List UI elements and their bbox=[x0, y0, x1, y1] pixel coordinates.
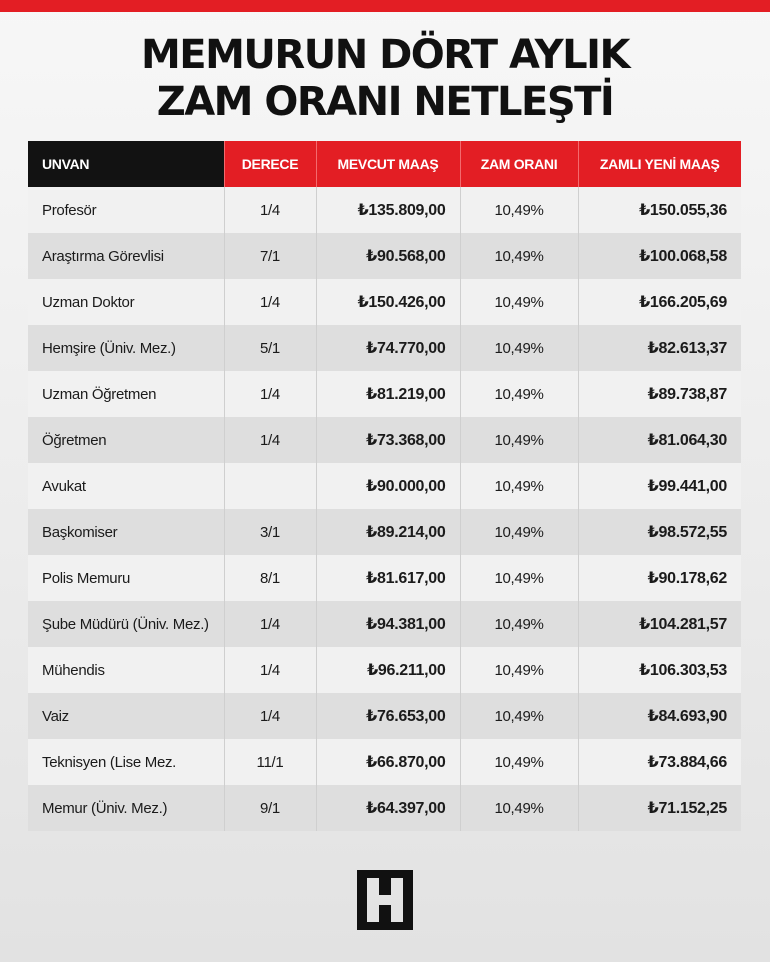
cell-mevcut-maas: ₺64.397,00 bbox=[316, 785, 460, 831]
page-title bbox=[0, 32, 770, 126]
column-header-derece: DERECE bbox=[224, 141, 316, 187]
cell-zamli-yeni-maas: ₺82.613,37 bbox=[578, 325, 741, 371]
cell-zamli-yeni-maas: ₺81.064,30 bbox=[578, 417, 741, 463]
table-row bbox=[28, 233, 741, 279]
table-row bbox=[28, 739, 741, 785]
table-row bbox=[28, 325, 741, 371]
top-accent-bar bbox=[0, 0, 770, 12]
cell-zam-orani: 10,49% bbox=[460, 371, 578, 417]
cell-zamli-yeni-maas: ₺98.572,55 bbox=[578, 509, 741, 555]
table-body bbox=[28, 187, 741, 831]
cell-zam-orani: 10,49% bbox=[460, 187, 578, 233]
column-header-zam-orani: ZAM ORANI bbox=[460, 141, 578, 187]
table-row bbox=[28, 555, 741, 601]
cell-zam-orani: 10,49% bbox=[460, 417, 578, 463]
cell-derece: 1/4 bbox=[224, 279, 316, 325]
cell-mevcut-maas: ₺150.426,00 bbox=[316, 279, 460, 325]
table-row bbox=[28, 601, 741, 647]
cell-zam-orani: 10,49% bbox=[460, 601, 578, 647]
cell-unvan: Polis Memuru bbox=[28, 555, 224, 601]
column-header-zamli-yeni-maas: ZAMLI YENİ MAAŞ bbox=[578, 141, 741, 187]
cell-zam-orani: 10,49% bbox=[460, 279, 578, 325]
cell-unvan: Öğretmen bbox=[28, 417, 224, 463]
table-row bbox=[28, 417, 741, 463]
table-header-row bbox=[28, 141, 741, 187]
cell-unvan: Başkomiser bbox=[28, 509, 224, 555]
cell-zam-orani: 10,49% bbox=[460, 555, 578, 601]
cell-unvan: Vaiz bbox=[28, 693, 224, 739]
cell-zam-orani: 10,49% bbox=[460, 463, 578, 509]
cell-zam-orani: 10,49% bbox=[460, 647, 578, 693]
cell-unvan: Şube Müdürü (Üniv. Mez.) bbox=[28, 601, 224, 647]
cell-unvan: Memur (Üniv. Mez.) bbox=[28, 785, 224, 831]
cell-mevcut-maas: ₺76.653,00 bbox=[316, 693, 460, 739]
cell-zamli-yeni-maas: ₺89.738,87 bbox=[578, 371, 741, 417]
cell-derece: 1/4 bbox=[224, 693, 316, 739]
cell-zamli-yeni-maas: ₺84.693,90 bbox=[578, 693, 741, 739]
table-row bbox=[28, 785, 741, 831]
cell-zamli-yeni-maas: ₺106.303,53 bbox=[578, 647, 741, 693]
table-row bbox=[28, 279, 741, 325]
cell-derece: 7/1 bbox=[224, 233, 316, 279]
cell-derece: 8/1 bbox=[224, 555, 316, 601]
cell-unvan: Araştırma Görevlisi bbox=[28, 233, 224, 279]
column-header-mevcut-maas: MEVCUT MAAŞ bbox=[316, 141, 460, 187]
cell-zam-orani: 10,49% bbox=[460, 785, 578, 831]
cell-derece: 5/1 bbox=[224, 325, 316, 371]
cell-mevcut-maas: ₺66.870,00 bbox=[316, 739, 460, 785]
cell-zamli-yeni-maas: ₺100.068,58 bbox=[578, 233, 741, 279]
title-line-1: MEMURUN DÖRT AYLIK bbox=[141, 32, 629, 78]
cell-zam-orani: 10,49% bbox=[460, 509, 578, 555]
cell-unvan: Uzman Doktor bbox=[28, 279, 224, 325]
title-line-2: ZAM ORANI NETLEŞTİ bbox=[156, 79, 614, 125]
cell-derece: 1/4 bbox=[224, 371, 316, 417]
cell-unvan: Avukat bbox=[28, 463, 224, 509]
cell-derece: 1/4 bbox=[224, 187, 316, 233]
cell-zamli-yeni-maas: ₺71.152,25 bbox=[578, 785, 741, 831]
cell-zam-orani: 10,49% bbox=[460, 693, 578, 739]
cell-zamli-yeni-maas: ₺104.281,57 bbox=[578, 601, 741, 647]
cell-derece: 1/4 bbox=[224, 601, 316, 647]
table-row bbox=[28, 371, 741, 417]
cell-derece bbox=[224, 463, 316, 509]
cell-derece: 1/4 bbox=[224, 417, 316, 463]
table-row bbox=[28, 463, 741, 509]
column-header-unvan: UNVAN bbox=[28, 141, 224, 187]
cell-mevcut-maas: ₺96.211,00 bbox=[316, 647, 460, 693]
cell-unvan: Profesör bbox=[28, 187, 224, 233]
cell-zamli-yeni-maas: ₺166.205,69 bbox=[578, 279, 741, 325]
cell-zamli-yeni-maas: ₺150.055,36 bbox=[578, 187, 741, 233]
table-row bbox=[28, 693, 741, 739]
cell-mevcut-maas: ₺74.770,00 bbox=[316, 325, 460, 371]
cell-derece: 1/4 bbox=[224, 647, 316, 693]
cell-zam-orani: 10,49% bbox=[460, 739, 578, 785]
cell-zamli-yeni-maas: ₺90.178,62 bbox=[578, 555, 741, 601]
cell-derece: 9/1 bbox=[224, 785, 316, 831]
cell-mevcut-maas: ₺81.219,00 bbox=[316, 371, 460, 417]
cell-unvan: Hemşire (Üniv. Mez.) bbox=[28, 325, 224, 371]
cell-unvan: Uzman Öğretmen bbox=[28, 371, 224, 417]
table-row bbox=[28, 187, 741, 233]
cell-mevcut-maas: ₺94.381,00 bbox=[316, 601, 460, 647]
cell-derece: 11/1 bbox=[224, 739, 316, 785]
table-row bbox=[28, 509, 741, 555]
cell-mevcut-maas: ₺89.214,00 bbox=[316, 509, 460, 555]
cell-mevcut-maas: ₺90.000,00 bbox=[316, 463, 460, 509]
cell-unvan: Mühendis bbox=[28, 647, 224, 693]
cell-mevcut-maas: ₺135.809,00 bbox=[316, 187, 460, 233]
cell-zam-orani: 10,49% bbox=[460, 233, 578, 279]
cell-zam-orani: 10,49% bbox=[460, 325, 578, 371]
cell-zamli-yeni-maas: ₺99.441,00 bbox=[578, 463, 741, 509]
cell-mevcut-maas: ₺73.368,00 bbox=[316, 417, 460, 463]
cell-zamli-yeni-maas: ₺73.884,66 bbox=[578, 739, 741, 785]
cell-derece: 3/1 bbox=[224, 509, 316, 555]
cell-unvan: Teknisyen (Lise Mez. bbox=[28, 739, 224, 785]
salary-table bbox=[28, 141, 741, 831]
h-logo-icon bbox=[357, 870, 413, 935]
cell-mevcut-maas: ₺90.568,00 bbox=[316, 233, 460, 279]
cell-mevcut-maas: ₺81.617,00 bbox=[316, 555, 460, 601]
table-row bbox=[28, 647, 741, 693]
